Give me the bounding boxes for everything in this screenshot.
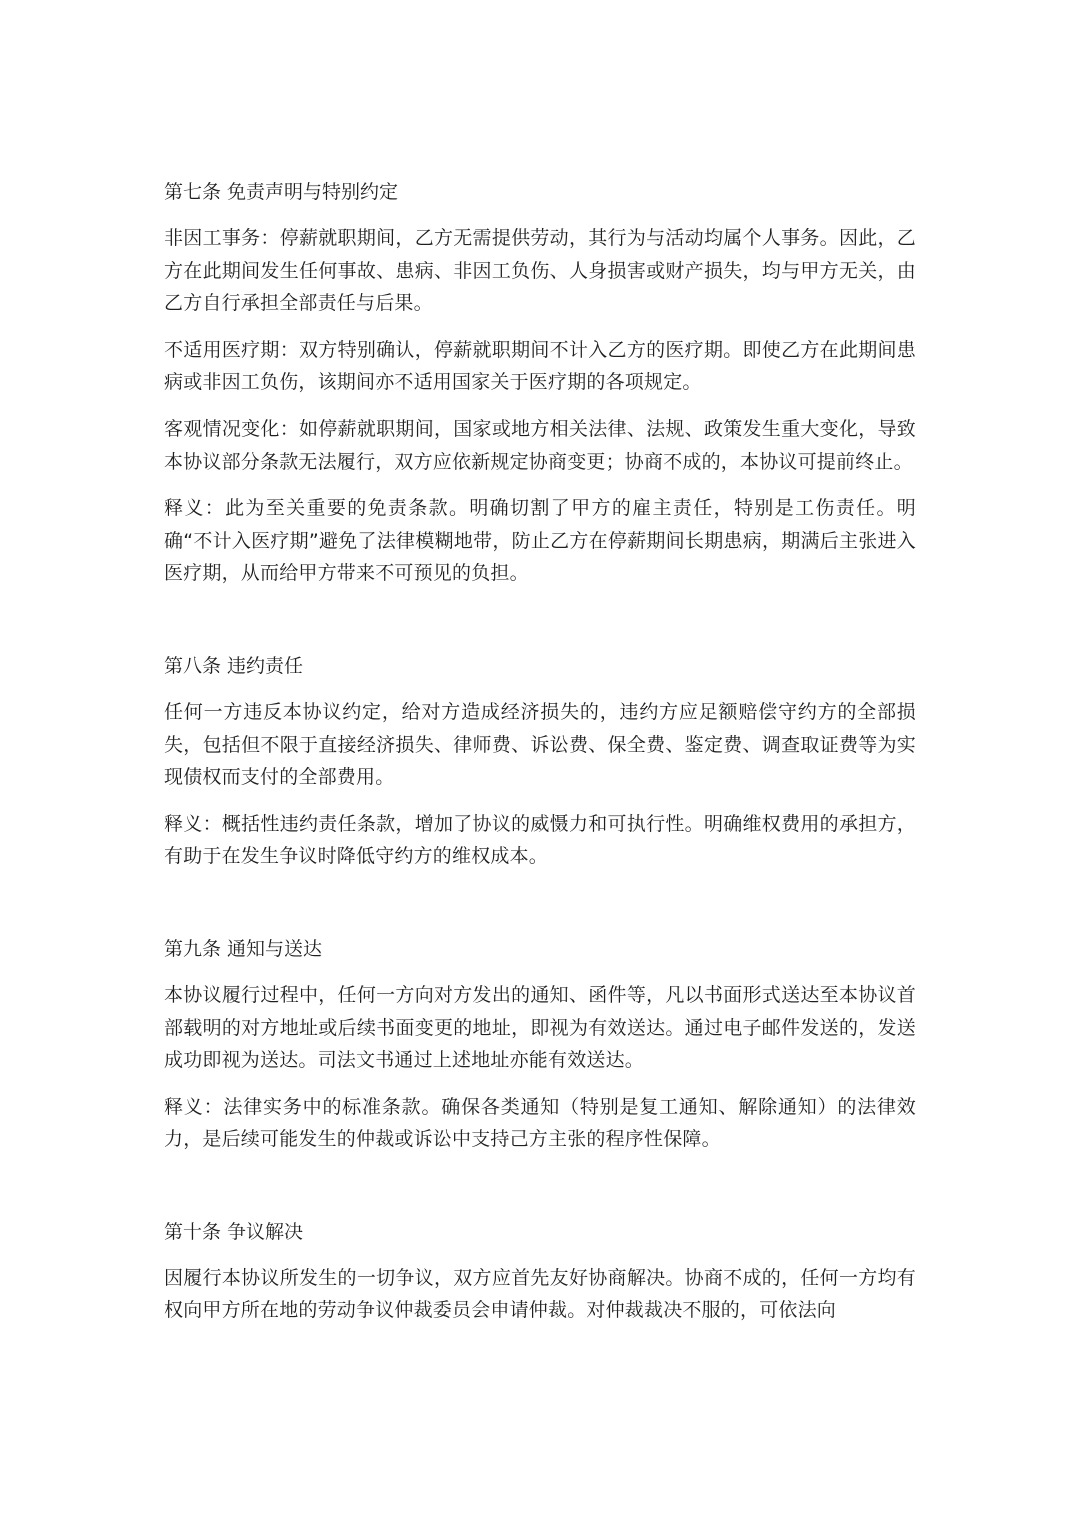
interpretation-paragraph: 释义：法律实务中的标准条款。确保各类通知（特别是复工通知、解除通知）的法律效力，是后续可能发生的仲裁或诉讼中支持己方主张的程序性保障。: [164, 1095, 916, 1151]
document-page: [164, 176, 916, 1327]
article-8: [164, 650, 916, 873]
article-heading: 第七条 免责声明与特别约定: [164, 181, 399, 203]
article-paragraph: 不适用医疗期：双方特别确认，停薪就职期间不计入乙方的医疗期。即使乙方在此期间患病或非因工负伤，该期间亦不适用国家关于医疗期的各项规定。: [164, 338, 916, 394]
article-paragraph: 因履行本协议所发生的一切争议，双方应首先友好协商解决。协商不成的，任何一方均有权向甲方所在地的劳动争议仲裁委员会申请仲裁。对仲裁裁决不服的，可依法向: [164, 1266, 916, 1322]
article-9: [164, 933, 916, 1156]
interpretation-paragraph: 释义：此为至关重要的免责条款。明确切割了甲方的雇主责任，特别是工伤责任。明确“不计入医疗期”避免了法律模糊地带，防止乙方在停薪期间长期患病，期满后主张进入医疗期，从而给甲方带来不可预见的负担。: [164, 497, 916, 585]
interpretation-paragraph: 释义：概括性违约责任条款，增加了协议的威慑力和可执行性。明确维权费用的承担方，有助于在发生争议时降低守约方的维权成本。: [164, 812, 916, 868]
article-paragraph: 客观情况变化：如停薪就职期间，国家或地方相关法律、法规、政策发生重大变化，导致本协议部分条款无法履行，双方应依新规定协商变更；协商不成的，本协议可提前终止。: [164, 417, 916, 473]
article-10: [164, 1216, 916, 1327]
article-7: [164, 176, 916, 590]
article-paragraph: 本协议履行过程中，任何一方向对方发出的通知、函件等，凡以书面形式送达至本协议首部载明的对方地址或后续书面变更的地址，即视为有效送达。通过电子邮件发送的，发送成功即视为送达。司法文书通过上述地址亦能有效送达。: [164, 983, 916, 1072]
article-paragraph: 非因工事务：停薪就职期间，乙方无需提供劳动，其行为与活动均属个人事务。因此，乙方在此期间发生任何事故、患病、非因工负伤、人身损害或财产损失，均与甲方无关，由乙方自行承担全部责任与后果。: [164, 227, 916, 315]
article-heading: 第十条 争议解决: [164, 1220, 304, 1243]
article-heading: 第八条 违约责任: [164, 654, 304, 677]
article-paragraph: 任何一方违反本协议约定，给对方造成经济损失的，违约方应足额赔偿守约方的全部损失，包括但不限于直接经济损失、律师费、诉讼费、保全费、鉴定费、调查取证费等为实现债权而支付的全部费用。: [164, 700, 916, 789]
article-heading: 第九条 通知与送达: [164, 937, 323, 960]
